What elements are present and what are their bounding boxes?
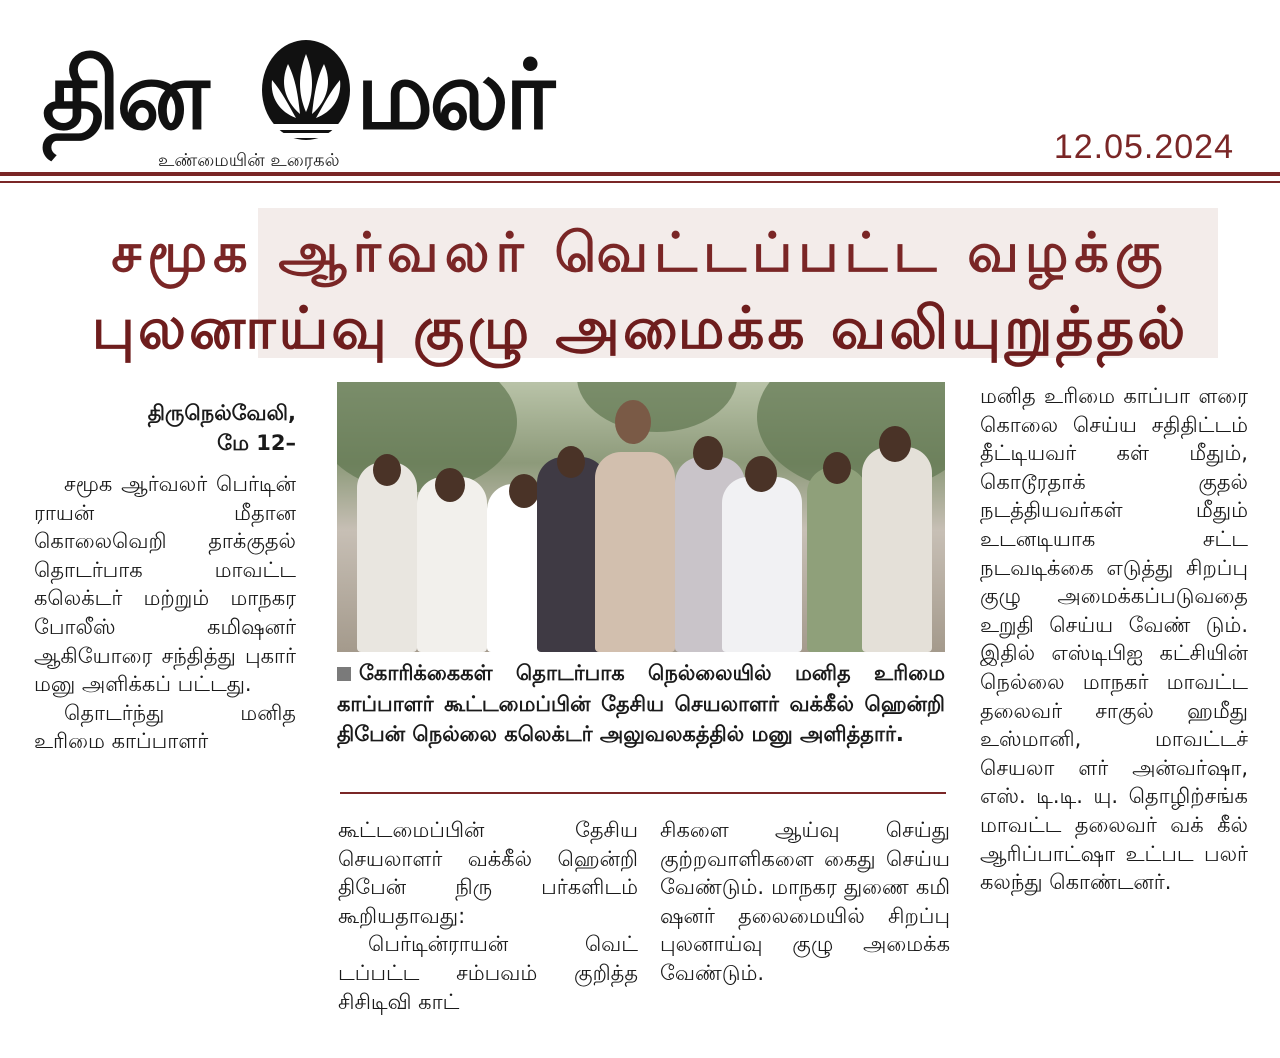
body-paragraph: சமூக ஆர்வலர் பெர்டின் ராயன் மீதான கொலைவெறி தாக்குதல் தொடர்பாக மாவட்ட கலெக்டர் மற்றும் மாநகர போலீஸ் கமிஷனர் ஆகியோரை சந்தித்து புகார் மனு அளிக்கப் பட்டது. [34, 472, 296, 697]
dateline-place: திருநெல்வேலி, [147, 401, 296, 425]
news-photo [337, 382, 945, 652]
masthead-rule-thin [0, 181, 1280, 183]
logo-text-left: தின [42, 39, 206, 151]
body-paragraph: கூட்டமைப்பின் தேசிய செயலாளர் வக்கீல் ஹென்றி திபேன் நிரு பர்களிடம் கூறியதாவது: [338, 818, 638, 928]
article-column-left [34, 470, 296, 756]
masthead-rule [0, 172, 1280, 176]
headline-line-1: சமூக ஆர்வலர் வெட்டப்பட்ட வழக்கு [111, 221, 1169, 284]
column-divider [340, 792, 946, 794]
body-paragraph: தொடர்ந்து மனித உரிமை காப்பாளர் [34, 700, 296, 754]
dateline [92, 398, 296, 458]
article-column-middle-2 [660, 816, 950, 988]
logo-text-right: மலர் [356, 39, 552, 151]
body-paragraph: சிகளை ஆய்வு செய்து குற்றவாளிகளை கைது செய்ய வேண்டும். மாநகர துணை கமி ஷனர் தலைமையில் சிறப்பு புலனாய்வு குழு அமைக்க வேண்டும். [660, 818, 950, 985]
photo-caption [337, 658, 945, 750]
publication-date: 12.05.2024 [1053, 128, 1234, 166]
headline-line-2: புலனாய்வு குழு அமைக்க வலியுறுத்தல் [91, 294, 1189, 362]
article-column-middle-1 [338, 816, 638, 1016]
caption-bullet-icon [337, 667, 351, 681]
dateline-date: மே 12– [217, 431, 296, 455]
photo-caption-text: கோரிக்கைகள் தொடர்பாக நெல்லையில் மனித உரிமை காப்பாளர் கூட்டமைப்பின் தேசிய செயலாளர் வக்கீல் ஹென்றி திபேன் நெல்லை கலெக்டர் அலுவலகத்தில் மனு அளித்தார். [337, 661, 945, 746]
article-column-right [980, 382, 1248, 897]
lotus-logo-icon [258, 34, 354, 146]
body-paragraph: பெர்டின்ராயன் வெட் டப்பட்ட சம்பவம் குறித்த சிசிடிவி காட் [338, 932, 638, 1014]
masthead [0, 0, 1280, 172]
masthead-tagline: உண்மையின் உரைகல் [158, 150, 340, 171]
body-paragraph: மனித உரிமை காப்பா ளரை கொலை செய்ய சதிதிட்டம் தீட்டியவர் கள் மீதும், கொடூரதாக் குதல் நடத்தியவர்கள் மீதும் உடனடியாக சட்ட நடவடிக்கை எடுத்து சிறப்பு குழு அமைக்கப்படுவதை உறுதி செய்ய வேண் டும். இதில் எஸ்டிபிஐ கட்சியின் நெல்லை மாநகர் மாவட்ட தலைவர் சாகுல் ஹமீது உஸ்மானி, மாவட்டச் செயலா ளர் அன்வர்ஷா, எஸ். டி.டி. யு. தொழிற்சங்க மாவட்ட தலைவர் வக் கீல் ஆரிப்பாட்ஷா உட்பட பலர் கலந்து கொண்டனர். [980, 384, 1248, 895]
